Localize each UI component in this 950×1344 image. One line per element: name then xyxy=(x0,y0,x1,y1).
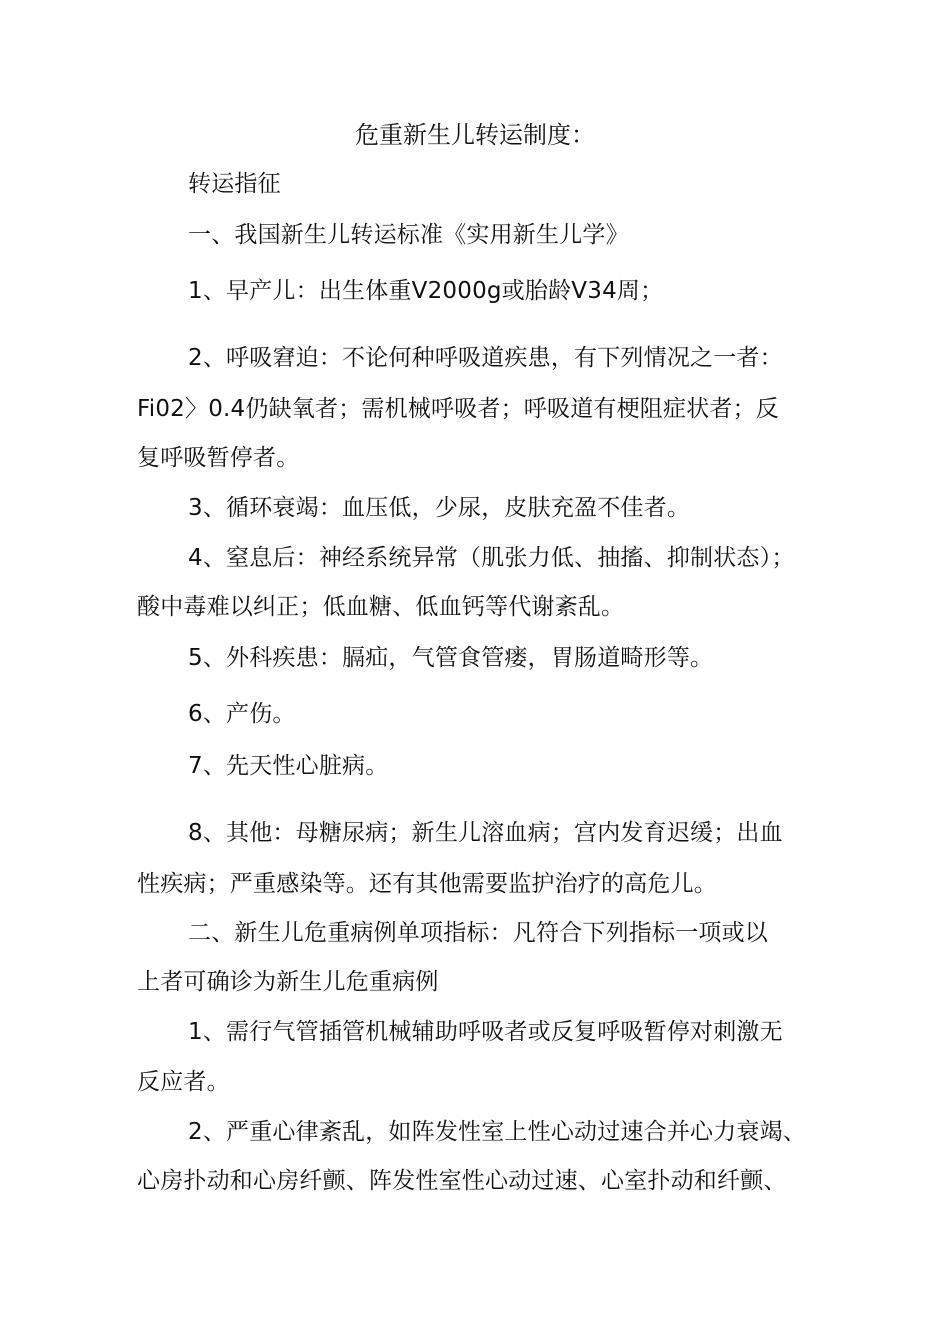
paragraph-line: 2、呼吸窘迫：不论何种呼吸道疾患，有下列情况之一者： xyxy=(188,345,783,371)
paragraph-line: 反应者。 xyxy=(137,1069,230,1095)
section-heading: 转运指征 xyxy=(188,171,281,197)
paragraph-line: 酸中毒难以纠正；低血糖、低血钙等代谢紊乱。 xyxy=(137,594,625,620)
document-title: 危重新生儿转运制度： xyxy=(355,121,595,149)
paragraph-line: Fi02〉0.4仍缺氧者；需机械呼吸者；呼吸道有梗阻症状者；反 xyxy=(137,396,779,422)
paragraph-line: 4、窒息后：神经系统异常（肌张力低、抽搐、抑制状态）； xyxy=(188,545,795,571)
paragraph-line: 8、其他：母糖尿病；新生儿溶血病；宫内发育迟缓；出血 xyxy=(188,820,783,846)
paragraph-line: 二、新生儿危重病例单项指标：凡符合下列指标一项或以 xyxy=(188,920,768,946)
paragraph-line: 上者可确诊为新生儿危重病例 xyxy=(137,969,439,995)
paragraph-line: 1、需行气管插管机械辅助呼吸者或反复呼吸暂停对刺激无 xyxy=(188,1019,783,1045)
paragraph-line: 2、严重心律紊乱，如阵发性室上性心动过速合并心力衰竭、 xyxy=(188,1119,807,1145)
paragraph-line: 性疾病；严重感染等。还有其他需要监护治疗的高危儿。 xyxy=(137,871,717,897)
paragraph-line: 一、我国新生儿转运标准《实用新生儿学》 xyxy=(188,222,629,248)
paragraph-line: 心房扑动和心房纤颤、阵发性室性心动过速、心室扑动和纤颤、 xyxy=(137,1168,787,1194)
paragraph-line: 7、先天性心脏病。 xyxy=(188,753,389,779)
paragraph-line: 6、产伤。 xyxy=(188,701,296,727)
paragraph-line: 复呼吸暂停者。 xyxy=(137,445,300,471)
paragraph-line: 1、早产儿：出生体重V2000g或胎龄V34周； xyxy=(188,278,664,304)
paragraph-line: 5、外科疾患：膈疝，气管食管瘘，胃肠道畸形等。 xyxy=(188,645,714,671)
paragraph-line: 3、循环衰竭：血压低，少尿，皮肤充盈不佳者。 xyxy=(188,495,691,521)
